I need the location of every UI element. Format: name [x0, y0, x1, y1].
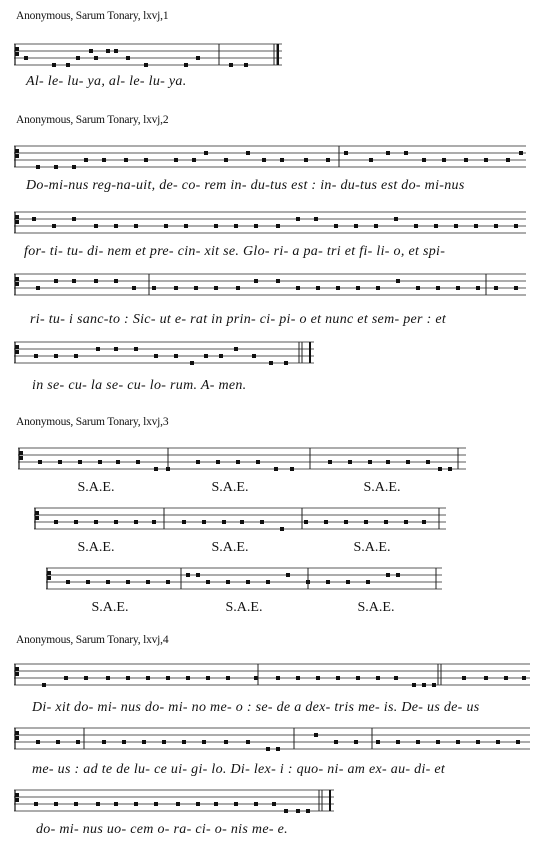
- neume: [56, 740, 60, 744]
- neume: [126, 580, 130, 584]
- neume: [34, 354, 38, 358]
- sae-label: S.A.E.: [357, 600, 395, 615]
- neume: [422, 520, 426, 524]
- neume: [184, 63, 188, 67]
- chant-system: [34, 504, 446, 562]
- neume: [54, 520, 58, 524]
- neume: [246, 580, 250, 584]
- music-staff: [46, 564, 442, 594]
- neume: [404, 520, 408, 524]
- neume: [94, 279, 98, 283]
- neume: [404, 151, 408, 155]
- neume: [222, 520, 226, 524]
- neume: [166, 676, 170, 680]
- neume: [174, 354, 178, 358]
- neume: [366, 580, 370, 584]
- neume: [234, 224, 238, 228]
- neume: [290, 467, 294, 471]
- neume: [462, 676, 466, 680]
- neume: [522, 676, 526, 680]
- neume: [74, 520, 78, 524]
- neume: [36, 286, 40, 290]
- neume: [256, 460, 260, 464]
- neume: [236, 460, 240, 464]
- neume: [442, 158, 446, 162]
- neume: [106, 49, 110, 53]
- neume: [54, 802, 58, 806]
- neume: [94, 520, 98, 524]
- neume: [214, 224, 218, 228]
- neume: [334, 224, 338, 228]
- neume: [514, 286, 518, 290]
- neume: [304, 520, 308, 524]
- neume: [224, 740, 228, 744]
- neume: [394, 217, 398, 221]
- neume: [96, 347, 100, 351]
- neume: [66, 63, 70, 67]
- neume: [86, 580, 90, 584]
- neume: [114, 279, 118, 283]
- clef-mark: [19, 451, 23, 455]
- neume: [214, 286, 218, 290]
- neume: [314, 217, 318, 221]
- neume: [106, 676, 110, 680]
- neume: [194, 286, 198, 290]
- neume: [236, 286, 240, 290]
- neume: [396, 279, 400, 283]
- neume: [76, 56, 80, 60]
- neume: [142, 740, 146, 744]
- neume: [132, 286, 136, 290]
- neume: [252, 354, 256, 358]
- neume: [42, 683, 46, 687]
- sae-row: [34, 540, 446, 558]
- lyric-line: Di- xit do- mi- nus do- mi- no me- o : se- de a dex- tris me- is. De- us de- us: [32, 700, 480, 715]
- neume: [316, 286, 320, 290]
- neume: [204, 151, 208, 155]
- neume: [412, 683, 416, 687]
- neume: [226, 580, 230, 584]
- clef-mark: [19, 456, 23, 460]
- neume: [234, 802, 238, 806]
- neume: [196, 573, 200, 577]
- neume: [344, 151, 348, 155]
- clef-mark: [15, 345, 19, 349]
- neume: [186, 573, 190, 577]
- clef-mark: [15, 672, 19, 676]
- clef-mark: [15, 47, 19, 51]
- neume: [114, 347, 118, 351]
- neume: [374, 224, 378, 228]
- neume: [94, 56, 98, 60]
- neume: [202, 740, 206, 744]
- neume: [306, 809, 310, 813]
- lyric-line: for- ti- tu- di- nem et pre- cin- xit se. Glo- ri- a pa- tri et fi- li- o, et spi-: [24, 244, 446, 259]
- neume: [284, 809, 288, 813]
- neume: [516, 740, 520, 744]
- neume: [176, 802, 180, 806]
- music-staff: [14, 40, 282, 70]
- neume: [396, 573, 400, 577]
- neume: [276, 224, 280, 228]
- neume: [114, 520, 118, 524]
- chant-system: [14, 40, 282, 96]
- neume: [296, 676, 300, 680]
- clef-mark: [15, 277, 19, 281]
- neume: [134, 520, 138, 524]
- neume: [254, 279, 258, 283]
- neume: [254, 224, 258, 228]
- chant-system: [14, 142, 526, 198]
- neume: [52, 224, 56, 228]
- neume: [58, 460, 62, 464]
- neume: [434, 224, 438, 228]
- neume: [146, 676, 150, 680]
- sae-label: S.A.E.: [77, 480, 115, 495]
- neume: [102, 158, 106, 162]
- neume: [214, 802, 218, 806]
- neume: [254, 802, 258, 806]
- sae-row: [18, 480, 466, 498]
- neume: [426, 460, 430, 464]
- neume: [296, 217, 300, 221]
- neume: [260, 520, 264, 524]
- neume: [376, 286, 380, 290]
- neume: [269, 361, 273, 365]
- chant-heading-2: Anonymous, Sarum Tonary, lxvj,2: [16, 114, 169, 126]
- clef-mark: [15, 220, 19, 224]
- neume: [396, 740, 400, 744]
- neume: [272, 802, 276, 806]
- neume: [386, 460, 390, 464]
- clef-mark: [15, 667, 19, 671]
- music-staff: [18, 444, 466, 474]
- sae-row: [46, 600, 442, 618]
- neume: [184, 224, 188, 228]
- neume: [54, 354, 58, 358]
- neume: [162, 740, 166, 744]
- neume: [386, 573, 390, 577]
- neume: [464, 158, 468, 162]
- neume: [144, 63, 148, 67]
- clef-mark: [15, 736, 19, 740]
- neume: [186, 676, 190, 680]
- neume: [72, 165, 76, 169]
- music-staff: [14, 142, 526, 172]
- lyric-line: ri- tu- i sanc-to : Sic- ut e- rat in prin- ci- pi- o et nunc et sem- per : et: [30, 312, 447, 327]
- neume: [224, 158, 228, 162]
- neume: [106, 580, 110, 584]
- neume: [154, 467, 158, 471]
- neume: [356, 676, 360, 680]
- neume: [348, 460, 352, 464]
- neume: [416, 286, 420, 290]
- neume: [202, 520, 206, 524]
- neume: [152, 286, 156, 290]
- neume: [262, 158, 266, 162]
- neume: [454, 224, 458, 228]
- neume: [448, 467, 452, 471]
- sae-label: S.A.E.: [225, 600, 263, 615]
- neume: [164, 224, 168, 228]
- neume: [36, 740, 40, 744]
- music-staff: [14, 208, 526, 238]
- chant-heading-3: Anonymous, Sarum Tonary, lxvj,3: [16, 416, 169, 428]
- neume: [114, 802, 118, 806]
- neume: [504, 676, 508, 680]
- neume: [494, 286, 498, 290]
- neume: [174, 158, 178, 162]
- neume: [254, 676, 258, 680]
- neume: [116, 460, 120, 464]
- neume: [484, 158, 488, 162]
- neume: [229, 63, 233, 67]
- neume: [38, 460, 42, 464]
- neume: [64, 676, 68, 680]
- neume: [216, 460, 220, 464]
- chant-system: [46, 564, 442, 622]
- chant-heading-1: Anonymous, Sarum Tonary, lxvj,1: [16, 10, 169, 22]
- neume: [126, 676, 130, 680]
- neume: [134, 224, 138, 228]
- neume: [496, 740, 500, 744]
- neume: [219, 354, 223, 358]
- neume: [436, 740, 440, 744]
- clef-mark: [15, 52, 19, 56]
- neume: [24, 56, 28, 60]
- neume: [336, 286, 340, 290]
- neume: [266, 580, 270, 584]
- neume: [346, 580, 350, 584]
- neume: [286, 573, 290, 577]
- neume: [196, 460, 200, 464]
- chant-system: [14, 270, 526, 326]
- neume: [484, 676, 488, 680]
- music-staff: [14, 660, 530, 690]
- sae-label: S.A.E.: [211, 480, 249, 495]
- neume: [54, 279, 58, 283]
- neume: [414, 224, 418, 228]
- neume: [476, 740, 480, 744]
- neume: [144, 158, 148, 162]
- neume: [368, 460, 372, 464]
- clef-mark: [15, 282, 19, 286]
- neume: [134, 347, 138, 351]
- neume: [276, 676, 280, 680]
- neume: [32, 217, 36, 221]
- neume: [74, 354, 78, 358]
- lyric-line: in se- cu- la se- cu- lo- rum. A- men.: [32, 378, 247, 393]
- neume: [376, 676, 380, 680]
- neume: [296, 809, 300, 813]
- neume: [182, 520, 186, 524]
- neume: [456, 740, 460, 744]
- neume: [89, 49, 93, 53]
- neume: [276, 747, 280, 751]
- clef-mark: [15, 793, 19, 797]
- chant-system: [14, 208, 526, 264]
- neume: [266, 747, 270, 751]
- sae-label: S.A.E.: [91, 600, 129, 615]
- neume: [78, 460, 82, 464]
- music-staff: [14, 786, 334, 816]
- neume: [386, 151, 390, 155]
- chant-system: [14, 338, 314, 394]
- neume: [154, 354, 158, 358]
- neume: [84, 158, 88, 162]
- lyric-line: me- us : ad te de lu- ce ui- gi- lo. Di- lex- i : quo- ni- am ex- au- di- et: [32, 762, 446, 777]
- neume: [280, 158, 284, 162]
- chant-heading-4: Anonymous, Sarum Tonary, lxvj,4: [16, 634, 169, 646]
- neume: [94, 224, 98, 228]
- music-staff: [14, 724, 530, 754]
- neume: [422, 683, 426, 687]
- neume: [246, 151, 250, 155]
- neume: [152, 520, 156, 524]
- neume: [154, 802, 158, 806]
- neume: [114, 224, 118, 228]
- neume: [114, 49, 118, 53]
- neume: [506, 158, 510, 162]
- neume: [206, 580, 210, 584]
- neume: [328, 460, 332, 464]
- neume: [354, 740, 358, 744]
- neume: [226, 676, 230, 680]
- neume: [146, 580, 150, 584]
- neume: [344, 520, 348, 524]
- sae-label: S.A.E.: [77, 540, 115, 555]
- neume: [304, 158, 308, 162]
- chant-system: [14, 724, 530, 780]
- neume: [206, 676, 210, 680]
- sae-label: S.A.E.: [363, 480, 401, 495]
- neume: [52, 63, 56, 67]
- neume: [76, 740, 80, 744]
- neume: [356, 286, 360, 290]
- neume: [284, 361, 288, 365]
- neume: [134, 802, 138, 806]
- neume: [406, 460, 410, 464]
- lyric-line: Al- le- lu- ya, al- le- lu- ya.: [26, 74, 187, 89]
- neume: [174, 286, 178, 290]
- neume: [36, 165, 40, 169]
- neume: [432, 683, 436, 687]
- neume: [246, 740, 250, 744]
- neume: [196, 56, 200, 60]
- chant-system: [14, 660, 530, 716]
- chant-system: [18, 444, 466, 502]
- neume: [102, 740, 106, 744]
- neume: [474, 224, 478, 228]
- neume: [34, 802, 38, 806]
- neume: [354, 224, 358, 228]
- neume: [240, 520, 244, 524]
- sae-label: S.A.E.: [211, 540, 249, 555]
- clef-mark: [15, 798, 19, 802]
- neume: [519, 151, 523, 155]
- neume: [476, 286, 480, 290]
- neume: [494, 224, 498, 228]
- neume: [190, 361, 194, 365]
- neume: [66, 580, 70, 584]
- music-staff: [34, 504, 446, 534]
- neume: [422, 158, 426, 162]
- music-staff: [14, 270, 526, 300]
- neume: [72, 279, 76, 283]
- clef-mark: [15, 149, 19, 153]
- neume: [72, 217, 76, 221]
- sae-label: S.A.E.: [353, 540, 391, 555]
- lyric-line: Do-mi-nus reg-na-uit, de- co- rem in- du-tus est : in- du-tus est do- mi-nus: [26, 178, 465, 193]
- neume: [192, 158, 196, 162]
- neume: [436, 286, 440, 290]
- neume: [336, 676, 340, 680]
- neume: [326, 580, 330, 584]
- clef-mark: [15, 215, 19, 219]
- neume: [122, 740, 126, 744]
- neume: [416, 740, 420, 744]
- neume: [314, 733, 318, 737]
- neume: [204, 354, 208, 358]
- neume: [244, 63, 248, 67]
- neume: [124, 158, 128, 162]
- neume: [54, 165, 58, 169]
- neume: [166, 580, 170, 584]
- neume: [74, 802, 78, 806]
- neume: [364, 520, 368, 524]
- neume: [438, 467, 442, 471]
- neume: [136, 460, 140, 464]
- lyric-line: do- mi- nus uo- cem o- ra- ci- o- nis me- e.: [36, 822, 288, 837]
- neume: [98, 460, 102, 464]
- neume: [456, 286, 460, 290]
- neume: [274, 467, 278, 471]
- neume: [316, 676, 320, 680]
- neume: [296, 286, 300, 290]
- music-staff: [14, 338, 314, 368]
- neume: [196, 802, 200, 806]
- neume: [334, 740, 338, 744]
- neume: [369, 158, 373, 162]
- neume: [182, 740, 186, 744]
- neume: [96, 802, 100, 806]
- neume: [276, 279, 280, 283]
- clef-mark: [15, 731, 19, 735]
- neume: [234, 347, 238, 351]
- chant-system: [14, 786, 334, 842]
- neume: [324, 520, 328, 524]
- neume: [394, 676, 398, 680]
- neume: [384, 520, 388, 524]
- neume: [280, 527, 284, 531]
- neume: [376, 740, 380, 744]
- clef-mark: [15, 154, 19, 158]
- neume: [514, 224, 518, 228]
- neume: [326, 158, 330, 162]
- clef-mark: [15, 350, 19, 354]
- neume: [84, 676, 88, 680]
- neume: [126, 56, 130, 60]
